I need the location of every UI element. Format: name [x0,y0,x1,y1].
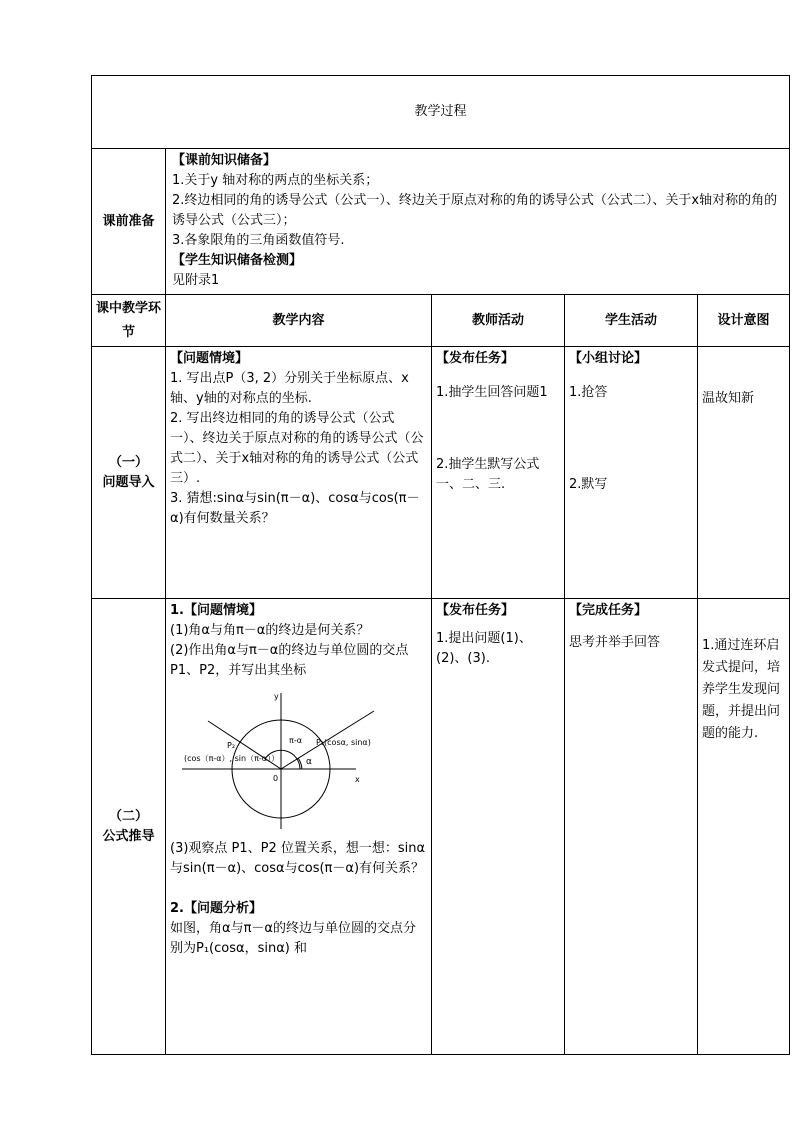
title-text: 教学过程 [414,104,467,119]
stage1-teacher-1: 1.抽学生回答问题1 [436,385,548,400]
stage2-intent [698,599,790,1055]
stage1-teacher-2: 2.抽学生默写公式一、二、三. [436,457,540,492]
header-content-text: 教学内容 [272,312,325,328]
pre-heading-1: 【课前知识储备】 [172,153,277,168]
header-student [565,295,698,347]
stage2-analysis-heading: 2.【问题分析】 [170,901,262,916]
p2-label: P₂ [227,741,236,750]
stage2-heading: 1.【问题情境】 [170,603,262,618]
pre-line-4: 见附录1 [172,273,220,288]
pi-minus-alpha-label: π-α [289,736,302,745]
pre-heading-2: 【学生知识储备检测】 [172,253,303,268]
header-content [166,295,432,347]
pre-class-label-cell [92,149,166,295]
stage1-q2: 2. 写出终边相同的角的诱导公式（公式一）、终边关于原点对称的角的诱导公式（公式二）、关于x轴对称的角的诱导公式（公式三）. [170,411,424,486]
stage1-number: （一） [108,454,148,470]
stage2-intent-text: 1.通过连环启发式提问，培养学生发现问题，并提出问题的能力. [702,638,781,741]
stage2-teacher-heading: 【发布任务】 [436,603,515,618]
table-title [92,76,790,149]
stage1-intent-text: 温故知新 [702,391,755,406]
stage1-student [565,347,698,599]
pre-class-label: 课前准备 [102,213,155,229]
x-label: x [355,775,360,784]
stage2-q3: (3)观察点 P1、P2 位置关系，想一想：sinα与sin(π－α)、cosα与cos(π－α)有何关系？ [170,841,426,876]
stage1-teacher [432,347,565,599]
unit-circle-diagram [174,689,394,829]
stage1-name: 问题导入 [102,474,155,490]
stage1-student-heading: 【小组讨论】 [569,351,648,366]
stage2-label-cell [92,599,166,1055]
pre-class-content [166,149,790,295]
stage1-heading: 【问题情境】 [170,351,249,366]
header-teacher [432,295,565,347]
stage1-teacher-heading: 【发布任务】 [436,351,515,366]
header-student-text: 学生活动 [604,312,657,328]
stage1-q1: 1. 写出点P（3, 2）分别关于坐标原点、x轴、y轴的对称点的坐标. [170,371,409,406]
header-stage-text: 课中教学环节 [95,300,161,340]
teaching-process-table [91,75,790,1055]
pre-line-3: 3.各象限角的三角函数值符号. [172,233,345,248]
stage2-name: 公式推导 [102,828,155,844]
stage2-student-1: 思考并举手回答 [569,635,661,650]
pre-line-2: 2.终边相同的角的诱导公式（公式一）、终边关于原点对称的角的诱导公式（公式二）、关于x轴对称的角的诱导公式（公式三）； [172,193,778,228]
y-label: y [274,692,279,701]
stage2-teacher-1: 1.提出问题(1)、(2)、(3). [436,631,532,666]
alpha-label: α [306,757,312,767]
header-intent-text: 设计意图 [717,312,770,328]
origin-label: 0 [273,774,279,783]
stage1-student-1: 1.抢答 [569,385,608,400]
stage2-number: （二） [108,808,148,824]
header-intent [698,295,790,347]
stage2-q2: (2)作出角α与π－α的终边与单位圆的交点P1、P2，并写出其坐标 [170,643,409,678]
stage1-intent [698,347,790,599]
stage1-student-2: 2.默写 [569,477,608,492]
stage2-teacher [432,599,565,1055]
p2-coordinates: (cos（π-α）, sin（π-α）） [184,754,280,763]
p1-label: P₁(cosα, sinα) [316,738,371,747]
header-stage [92,295,166,347]
pre-line-1: 1.关于y 轴对称的两点的坐标关系； [172,173,379,188]
stage2-student-heading: 【完成任务】 [569,603,648,618]
stage1-content [166,347,432,599]
stage1-q3: 3. 猜想:sinα与sin(π－α)、cosα与cos(π－α)有何数量关系？ [170,491,420,526]
unit-circle-svg [174,689,394,829]
stage2-q1: (1)角α与角π－α的终边是何关系？ [170,623,370,638]
stage2-content [166,599,432,1055]
header-teacher-text: 教师活动 [471,312,524,328]
stage2-analysis-text: 如图，角α与π－α的终边与单位圆的交点分别为P₁(cosα，sinα) 和 [170,921,416,956]
stage1-label-cell [92,347,166,599]
stage2-student [565,599,698,1055]
